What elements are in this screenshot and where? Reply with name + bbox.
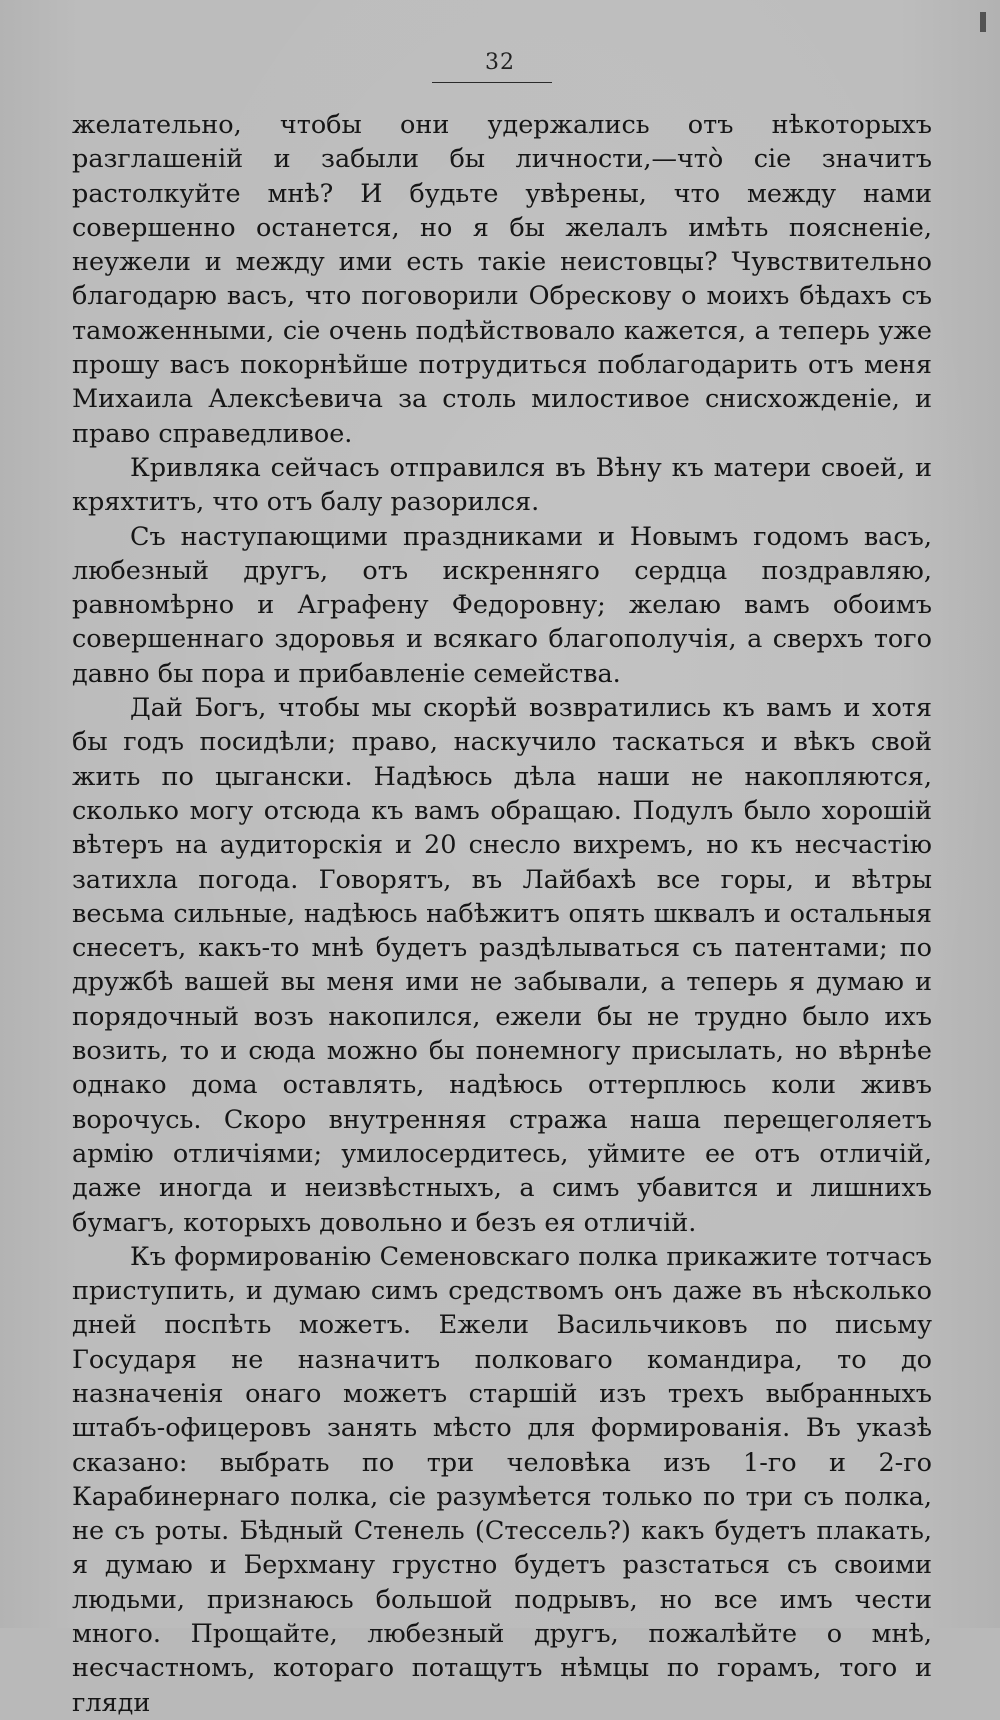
page-body-text bbox=[72, 108, 932, 1720]
scan-edge-mark bbox=[980, 12, 986, 32]
paragraph-4: Дай Богъ, чтобы мы скорѣй возвратились къ вамъ и хотя бы годъ посидѣли; право, наскучило таскаться и вѣкъ свой жить по цыгански. Надѣюсь дѣла наши не накопляются, сколько могу отсюда къ вамъ обращаю. Подулъ было хорошій вѣтеръ на аудиторскія и 20 снесло вихремъ, но къ несчастію затихла погода. Говорятъ, въ Лайбахѣ все горы, и вѣтры весьма сильные, надѣюсь набѣжитъ опять шквалъ и остальныя снесетъ, какъ-то мнѣ будетъ раздѣлываться съ патентами; по дружбѣ вашей вы меня ими не забывали, а теперь я думаю и порядочный возъ накопился, ежели бы не трудно было ихъ возить, то и сюда можно бы понемногу присылать, но вѣрнѣе однако дома оставлять, надѣюсь оттерплюсь коли живъ ворочусь. Скоро внутренняя стража наша перещеголяетъ армію отличіями; умилосердитесь, уймите ее отъ отличій, даже иногда и неизвѣстныхъ, а симъ убавится и лишнихъ бумагъ, которыхъ довольно и безъ ея отличій. bbox=[72, 693, 932, 1238]
page-number-rule bbox=[432, 82, 552, 83]
paragraph-2: Кривляка сейчасъ отправился въ Вѣну къ матери своей, и кряхтитъ, что отъ балу разорился. bbox=[72, 452, 932, 518]
page-number: 32 bbox=[485, 50, 515, 75]
paragraph-5: Къ формированію Семеновскаго полка прикажите тотчасъ приступить, и думаю симъ средствомъ онъ даже въ нѣсколько дней поспѣть можетъ. Ежели Васильчиковъ по письму Государя не назначитъ полковаго командира, то до назначенія онаго можетъ старшій изъ трехъ выбранныхъ штабъ-офицеровъ занять мѣсто для формированія. Въ указѣ сказано: выбрать по три человѣка изъ 1-го и 2-го Карабинернаго полка, сіе разумѣется только по три съ полка, не съ роты. Бѣдный Стенель (Стессель?) какъ будетъ плакать, я думаю и Берхману грустно будетъ разстаться съ своими людьми, признаюсь большой подрывъ, но все имъ чести много. Прощайте, любезный другъ, пожалѣйте о мнѣ, несчастномъ, котораго потащутъ нѣмцы по горамъ, того и гляди bbox=[72, 1241, 932, 1718]
paragraph-1: желательно, чтобы они удержались отъ нѣкоторыхъ разглашеній и забыли бы личности,—что̀ сіе значитъ растолкуйте мнѣ? И будьте увѣрены, что между нами совершенно останется, но я бы желалъ имѣть поясненіе, неужели и между ими есть такіе неистовцы? Чувствительно благодарю васъ, что поговорили Обрескову о моихъ бѣдахъ съ таможенными, сіе очень подѣйствовало кажется, а теперь уже прошу васъ покорнѣйше потрудиться поблагодарить отъ меня Михаила Алексѣевича за столь милостивое снисхожденіе, и право справедливое. bbox=[72, 110, 932, 449]
paragraph-3: Съ наступающими праздниками и Новымъ годомъ васъ, любезный другъ, отъ искренняго сердца поздравляю, равномѣрно и Аграфену Федоровну; желаю вамъ обоимъ совершеннаго здоровья и всякаго благополучія, а сверхъ того давно бы пора и прибавленіе семейства. bbox=[72, 521, 932, 689]
